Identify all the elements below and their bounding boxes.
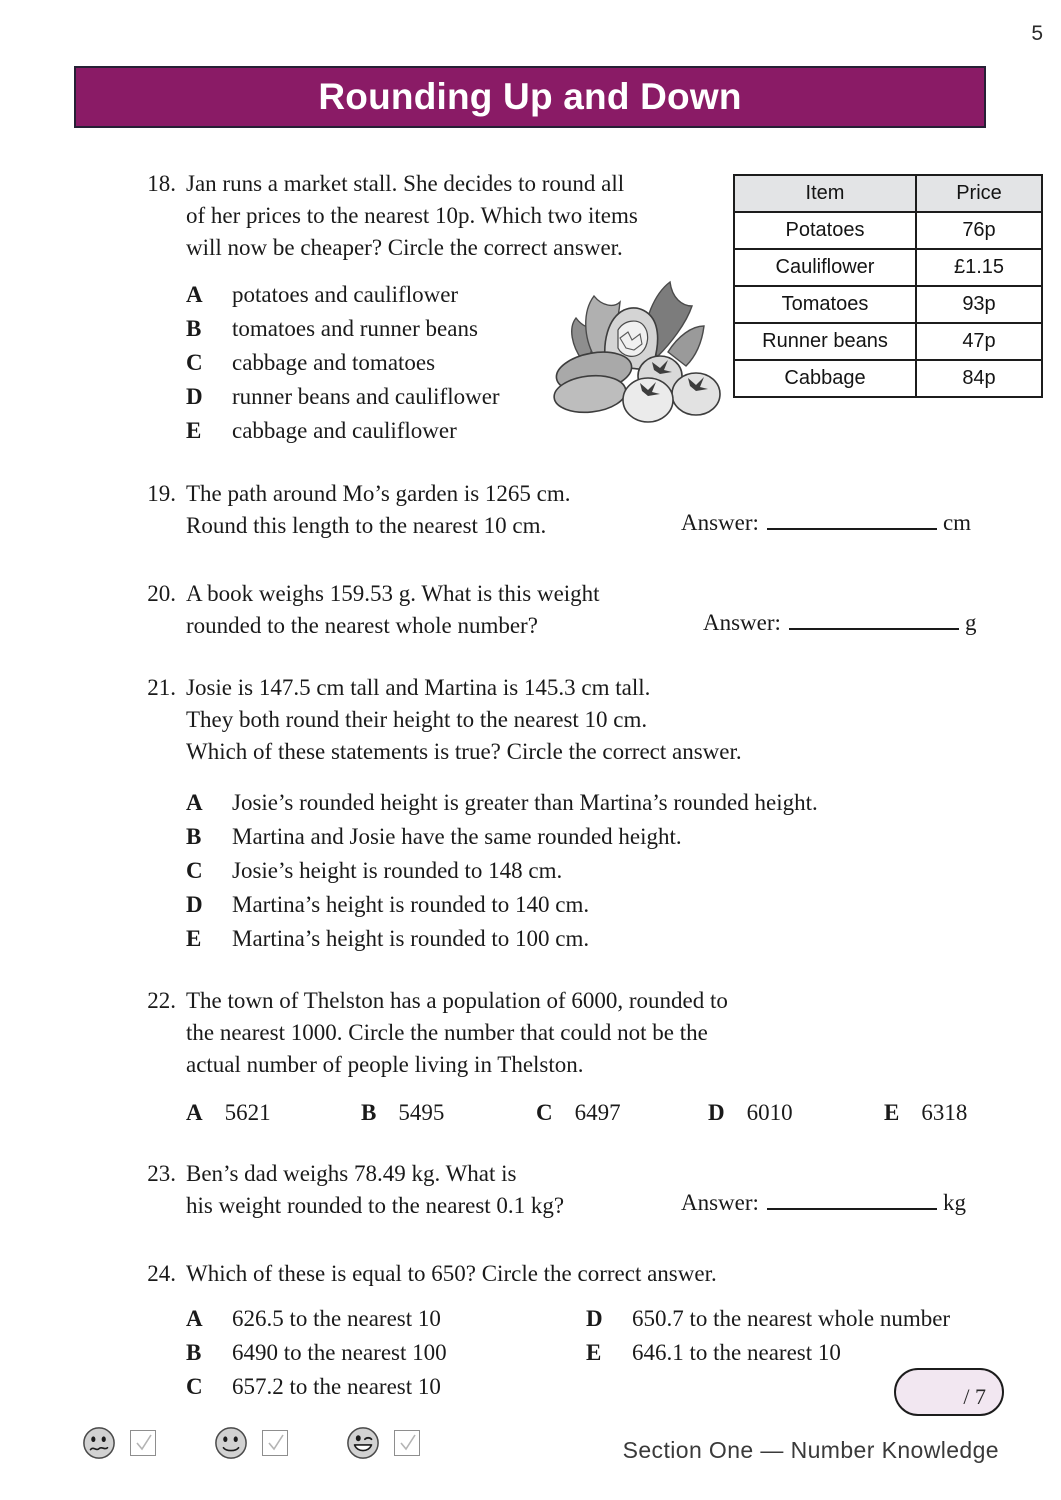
option-e[interactable]	[586, 1336, 950, 1370]
self-assessment-happy[interactable]	[346, 1426, 420, 1460]
score-box[interactable]	[894, 1368, 1004, 1416]
question-number: 22.	[147, 988, 176, 1013]
question-line: A book weighs 159.53 g. What is this weight	[186, 581, 600, 606]
cell-item: Cauliflower	[734, 249, 916, 286]
self-assessment-sad[interactable]	[82, 1426, 156, 1460]
option-label: 5621	[224, 1100, 271, 1125]
question-number: 23.	[147, 1161, 176, 1186]
table-row	[734, 286, 1042, 323]
option-label: 657.2 to the nearest 10	[232, 1374, 441, 1399]
question-line: Which of these statements is true? Circle the correct answer.	[186, 739, 742, 764]
section-footer: Section One — Number Knowledge	[622, 1437, 999, 1463]
option-e[interactable]	[884, 1097, 967, 1129]
question-line: Which of these is equal to 650? Circle the correct answer.	[186, 1261, 717, 1286]
question-22	[116, 985, 967, 1129]
option-e[interactable]	[186, 922, 818, 956]
option-d[interactable]	[708, 1097, 884, 1129]
option-c[interactable]	[536, 1097, 708, 1129]
option-letter: B	[186, 316, 202, 341]
column-header-price: Price	[916, 175, 1042, 212]
options-list	[186, 786, 818, 956]
question-text	[186, 478, 571, 542]
column-header-item: Item	[734, 175, 916, 212]
page-title: Rounding Up and Down	[318, 76, 742, 117]
option-label: 646.1 to the nearest 10	[632, 1340, 841, 1365]
option-letter: A	[186, 282, 203, 307]
score-total: / 7	[963, 1384, 986, 1409]
cell-item: Potatoes	[734, 212, 916, 249]
question-19	[116, 478, 571, 542]
option-letter: D	[586, 1306, 603, 1331]
option-letter: B	[186, 824, 202, 849]
question-line: Josie is 147.5 cm tall and Martina is 145.3 cm tall.	[186, 675, 651, 700]
cell-item: Runner beans	[734, 323, 916, 360]
cell-item: Tomatoes	[734, 286, 916, 323]
option-letter: D	[186, 892, 203, 917]
checkmark-icon	[134, 1433, 154, 1453]
option-label: Martina’s height is rounded to 100 cm.	[232, 926, 590, 951]
question-line: Ben’s dad weighs 78.49 kg. What is	[186, 1161, 517, 1186]
answer-unit: kg	[942, 1190, 966, 1215]
cell-price: £1.15	[916, 249, 1042, 286]
option-d[interactable]	[186, 888, 818, 922]
option-label: 650.7 to the nearest whole number	[632, 1306, 951, 1331]
option-label: cabbage and cauliflower	[232, 418, 457, 443]
table-row	[734, 360, 1042, 397]
checkbox-neutral[interactable]	[262, 1430, 288, 1456]
option-c[interactable]	[186, 1370, 586, 1404]
table-row	[734, 249, 1042, 286]
cell-price: 47p	[916, 323, 1042, 360]
option-c[interactable]	[186, 854, 818, 888]
question-line: Round this length to the nearest 10 cm.	[186, 513, 547, 538]
cell-price: 76p	[916, 212, 1042, 249]
price-table	[733, 174, 1043, 398]
option-letter: B	[186, 1340, 202, 1365]
option-label: Martina and Josie have the same rounded height.	[232, 824, 682, 849]
option-letter: C	[186, 1374, 203, 1399]
checkbox-sad[interactable]	[130, 1430, 156, 1456]
question-line: The path around Mo’s garden is 1265 cm.	[186, 481, 571, 506]
option-letter: E	[884, 1100, 900, 1125]
option-label: 6010	[746, 1100, 793, 1125]
option-b[interactable]	[186, 1336, 586, 1370]
table-row	[734, 212, 1042, 249]
option-a[interactable]	[186, 1097, 361, 1129]
question-line: of her prices to the nearest 10p. Which two items	[186, 203, 638, 228]
option-label: 6490 to the nearest 100	[232, 1340, 447, 1365]
option-b[interactable]	[361, 1097, 536, 1129]
question-line: his weight rounded to the nearest 0.1 kg?	[186, 1193, 565, 1218]
question-text	[186, 1158, 564, 1222]
option-letter: E	[186, 926, 202, 951]
option-letter: C	[186, 350, 203, 375]
question-21	[116, 672, 818, 956]
question-line: They both round their height to the nearest 10 cm.	[186, 707, 648, 732]
option-label: Josie’s rounded height is greater than Martina’s rounded height.	[232, 790, 818, 815]
option-label: potatoes and cauliflower	[232, 282, 459, 307]
question-line: the nearest 1000. Circle the number that could not be the	[186, 1020, 708, 1045]
option-a[interactable]	[186, 786, 818, 820]
page-number: 5	[1031, 22, 1043, 45]
answer-unit: g	[964, 610, 977, 635]
option-letter: D	[708, 1100, 725, 1125]
question-text	[186, 1258, 950, 1404]
question-text	[186, 672, 818, 956]
vegetables-illustration-icon	[546, 268, 726, 430]
answer-label: Answer:	[681, 510, 759, 535]
table-header-row	[734, 175, 1042, 212]
question-number: 21.	[147, 675, 176, 700]
option-letter: E	[586, 1340, 602, 1365]
answer-blank-line[interactable]	[767, 1207, 937, 1210]
question-24	[116, 1258, 950, 1404]
option-letter: C	[536, 1100, 553, 1125]
table-row	[734, 323, 1042, 360]
answer-label: Answer:	[681, 1190, 759, 1215]
option-letter: C	[186, 858, 203, 883]
option-label: runner beans and cauliflower	[232, 384, 500, 409]
option-d[interactable]	[586, 1302, 950, 1336]
cell-price: 84p	[916, 360, 1042, 397]
option-label: 6318	[921, 1100, 968, 1125]
option-letter: A	[186, 1100, 203, 1125]
option-label: cabbage and tomatoes	[232, 350, 436, 375]
self-assessment-row	[82, 1426, 478, 1460]
answer-blank-line[interactable]	[789, 627, 959, 630]
sad-face-icon	[82, 1426, 116, 1460]
checkmark-icon	[398, 1433, 418, 1453]
neutral-face-icon	[214, 1426, 248, 1460]
cell-item: Cabbage	[734, 360, 916, 397]
options-list	[186, 1302, 950, 1404]
question-line: actual number of people living in Thelston.	[186, 1052, 584, 1077]
option-a[interactable]	[186, 1302, 586, 1336]
question-number: 20.	[147, 581, 176, 606]
option-letter: D	[186, 384, 203, 409]
question-text	[186, 578, 600, 642]
question-20	[116, 578, 600, 642]
question-line: rounded to the nearest whole number?	[186, 613, 538, 638]
answer-label: Answer:	[703, 610, 781, 635]
question-number: 19.	[147, 481, 176, 506]
checkbox-happy[interactable]	[394, 1430, 420, 1456]
answer-field-23[interactable]	[681, 1190, 966, 1216]
option-label: 5495	[398, 1100, 445, 1125]
page-title-banner	[74, 66, 986, 128]
question-number: 18.	[147, 171, 176, 196]
self-assessment-neutral[interactable]	[214, 1426, 288, 1460]
option-letter: A	[186, 1306, 203, 1331]
checkmark-icon	[266, 1433, 286, 1453]
question-line: Jan runs a market stall. She decides to round all	[186, 171, 625, 196]
option-letter: B	[361, 1100, 377, 1125]
answer-unit: cm	[942, 510, 972, 535]
answer-field-20[interactable]	[703, 610, 976, 636]
question-text	[186, 985, 967, 1129]
answer-field-19[interactable]	[681, 510, 971, 536]
question-line: The town of Thelston has a population of 6000, rounded to	[186, 988, 728, 1013]
option-label: tomatoes and runner beans	[232, 316, 478, 341]
answer-blank-line[interactable]	[767, 527, 937, 530]
option-label: Martina’s height is rounded to 140 cm.	[232, 892, 590, 917]
question-line: will now be cheaper? Circle the correct answer.	[186, 235, 623, 260]
option-letter: E	[186, 418, 202, 443]
option-label: Josie’s height is rounded to 148 cm.	[232, 858, 563, 883]
option-label: 6497	[574, 1100, 621, 1125]
question-23	[116, 1158, 564, 1222]
option-b[interactable]	[186, 820, 818, 854]
option-letter: A	[186, 790, 203, 815]
question-number: 24.	[147, 1261, 176, 1286]
inline-options-list	[186, 1097, 967, 1129]
option-label: 626.5 to the nearest 10	[232, 1306, 441, 1331]
happy-wink-face-icon	[346, 1426, 380, 1460]
cell-price: 93p	[916, 286, 1042, 323]
